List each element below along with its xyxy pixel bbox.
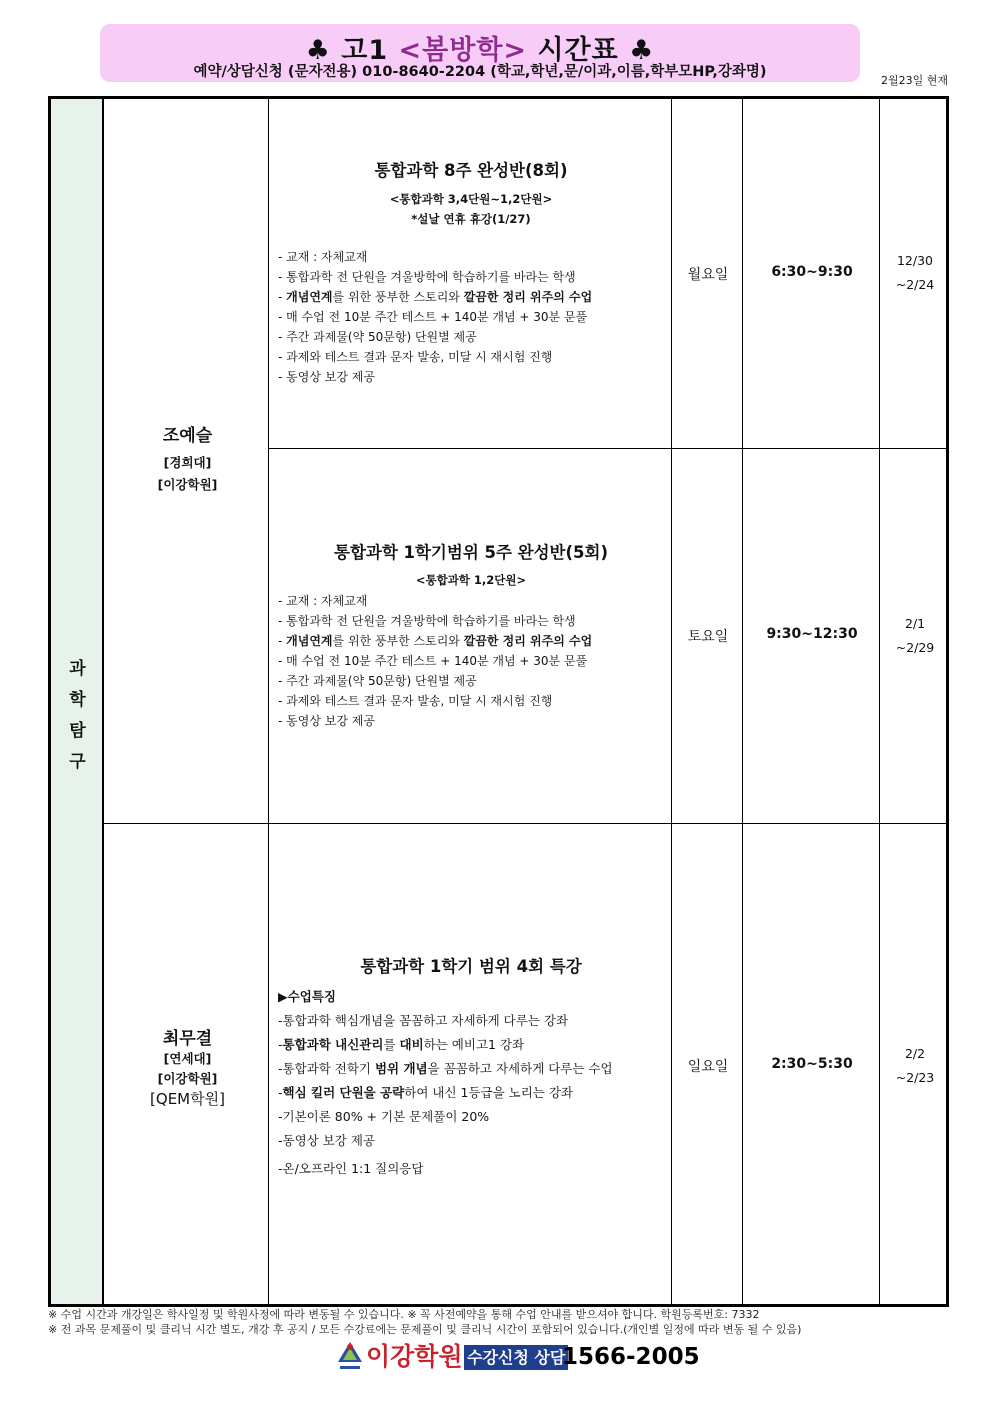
- course-units: <통합과학 3,4단원~1,2단원>: [389, 192, 553, 206]
- consult-phone: 1566-2005: [562, 1344, 700, 1370]
- teacher-cell: [106, 1024, 269, 1109]
- course-bullet: - 교재 : 자체교재: [278, 250, 368, 264]
- column-divider: [268, 99, 269, 1304]
- course-title: 통합과학 8주 완성반(8회): [374, 161, 568, 180]
- row-divider: [104, 823, 946, 824]
- course-title: 통합과학 1학기범위 5주 완성반(5회): [334, 543, 608, 562]
- teacher-academy: [이강학원]: [157, 477, 218, 492]
- course-day: 일요일: [687, 1059, 729, 1075]
- course-bullet: -동영상 보강 제공: [278, 1133, 375, 1148]
- title-banner: [100, 24, 860, 82]
- teacher-academy: [이강학원]: [157, 1071, 218, 1086]
- course-day: 토요일: [687, 629, 729, 645]
- course-bullet: - 교재 : 자체교재: [278, 594, 368, 608]
- course-bullet: - 매 수업 전 10분 주간 테스트 + 140분 개념 + 30분 문풀: [278, 310, 588, 324]
- course-bullet: - 개념연계를 위한 풍부한 스토리와 깔끔한 정리 위주의 수업: [278, 634, 593, 648]
- row-divider: [269, 448, 946, 449]
- course-period: 2/1 ~2/29: [895, 616, 935, 655]
- course-cell: [270, 539, 672, 731]
- course-title: 통합과학 1학기 범위 4회 특강: [360, 957, 582, 976]
- course-features-heading: ▶수업특징: [278, 989, 336, 1004]
- page-title: ♣ 고1 <봄방학> 시간표 ♣: [305, 35, 655, 66]
- course-time: 9:30~12:30: [766, 626, 858, 642]
- enrollment-badge: 수강신청 상담: [464, 1345, 568, 1370]
- course-bullet: -온/오프라인 1:1 질의응답: [278, 1161, 424, 1176]
- reservation-info: 예약/상담신청 (문자전용) 010-8640-2204 (학교,학년,문/이과,이름,학부모HP,강좌명): [193, 64, 767, 80]
- course-time: 2:30~5:30: [771, 1056, 853, 1072]
- course-cell: [270, 953, 672, 1181]
- course-cell: [270, 157, 672, 387]
- footnote: ※ 수업 시간과 개강일은 학사일정 및 학원사정에 따라 변동될 수 있습니다. ※ 꼭 사전예약을 통해 수업 안내를 받으셔야 합니다. 학원등록번호: 7332: [48, 1308, 760, 1321]
- course-bullet: - 주간 과제물(약 50문항) 단원별 제공: [278, 674, 477, 688]
- course-bullet: - 개념연계를 위한 풍부한 스토리와 깔끔한 정리 위주의 수업: [278, 290, 593, 304]
- course-period: 2/2 ~2/23: [895, 1046, 935, 1085]
- course-units: <통합과학 1,2단원>: [415, 573, 527, 587]
- teacher-cell: [106, 421, 269, 496]
- teacher-academy-2: [QEM학원]: [150, 1090, 225, 1108]
- course-bullet: - 과제와 테스트 결과 문자 발송, 미달 시 재시험 진행: [278, 350, 553, 364]
- course-bullet: - 과제와 테스트 결과 문자 발송, 미달 시 재시험 진행: [278, 694, 553, 708]
- academy-name: 이강학원: [366, 1342, 463, 1371]
- academy-logo-icon: [336, 1340, 364, 1374]
- course-bullet: - 통합과학 전 단원을 겨울방학에 학습하기를 바라는 학생: [278, 614, 576, 628]
- footnote: ※ 전 과목 문제풀이 및 클리닉 시간 별도, 개강 후 공지 / 모든 수강료에는 문제풀이 및 클리닉 시간이 포함되어 있습니다.(개인별 일정에 따라 변동 될 수 있음): [48, 1323, 802, 1336]
- timetable: [48, 96, 949, 1307]
- course-bullet: -핵심 킬러 단원을 공략하여 내신 1등급을 노리는 강좌: [278, 1085, 573, 1100]
- teacher-university: [연세대]: [163, 1051, 212, 1066]
- course-day: 월요일: [687, 267, 729, 283]
- course-bullet: - 통합과학 전 단원을 겨울방학에 학습하기를 바라는 학생: [278, 270, 576, 284]
- category-label: 과 학 탐 구: [69, 659, 86, 772]
- course-bullet: - 동영상 보강 제공: [278, 714, 375, 728]
- course-bullet: - 동영상 보강 제공: [278, 370, 375, 384]
- course-bullet: -통합과학 전학기 범위 개념을 꼼꼼하고 자세하게 다루는 수업: [278, 1061, 613, 1076]
- course-bullet: -기본이론 80% + 기본 문제풀이 20%: [278, 1109, 490, 1124]
- course-bullet: -통합과학 내신관리를 대비하는 예비고1 강좌: [278, 1037, 525, 1052]
- course-bullet: -통합과학 핵심개념을 꼼꼼하고 자세하게 다루는 강좌: [278, 1013, 569, 1028]
- category-cell: [51, 99, 104, 1304]
- course-bullet: - 주간 과제물(약 50문항) 단원별 제공: [278, 330, 477, 344]
- teacher-name: 조예슬: [162, 426, 213, 446]
- course-time: 6:30~9:30: [771, 264, 853, 280]
- teacher-university: [경희대]: [163, 455, 212, 470]
- course-bullet: - 매 수업 전 10분 주간 테스트 + 140분 개념 + 30분 문풀: [278, 654, 588, 668]
- title-highlight: <봄방학>: [398, 35, 528, 66]
- course-note: *설날 연휴 휴강(1/27): [411, 212, 531, 226]
- as-of-date: 2월23일 현재: [881, 74, 948, 87]
- course-period: 12/30 ~2/24: [895, 253, 935, 292]
- teacher-name: 최무결: [162, 1029, 213, 1049]
